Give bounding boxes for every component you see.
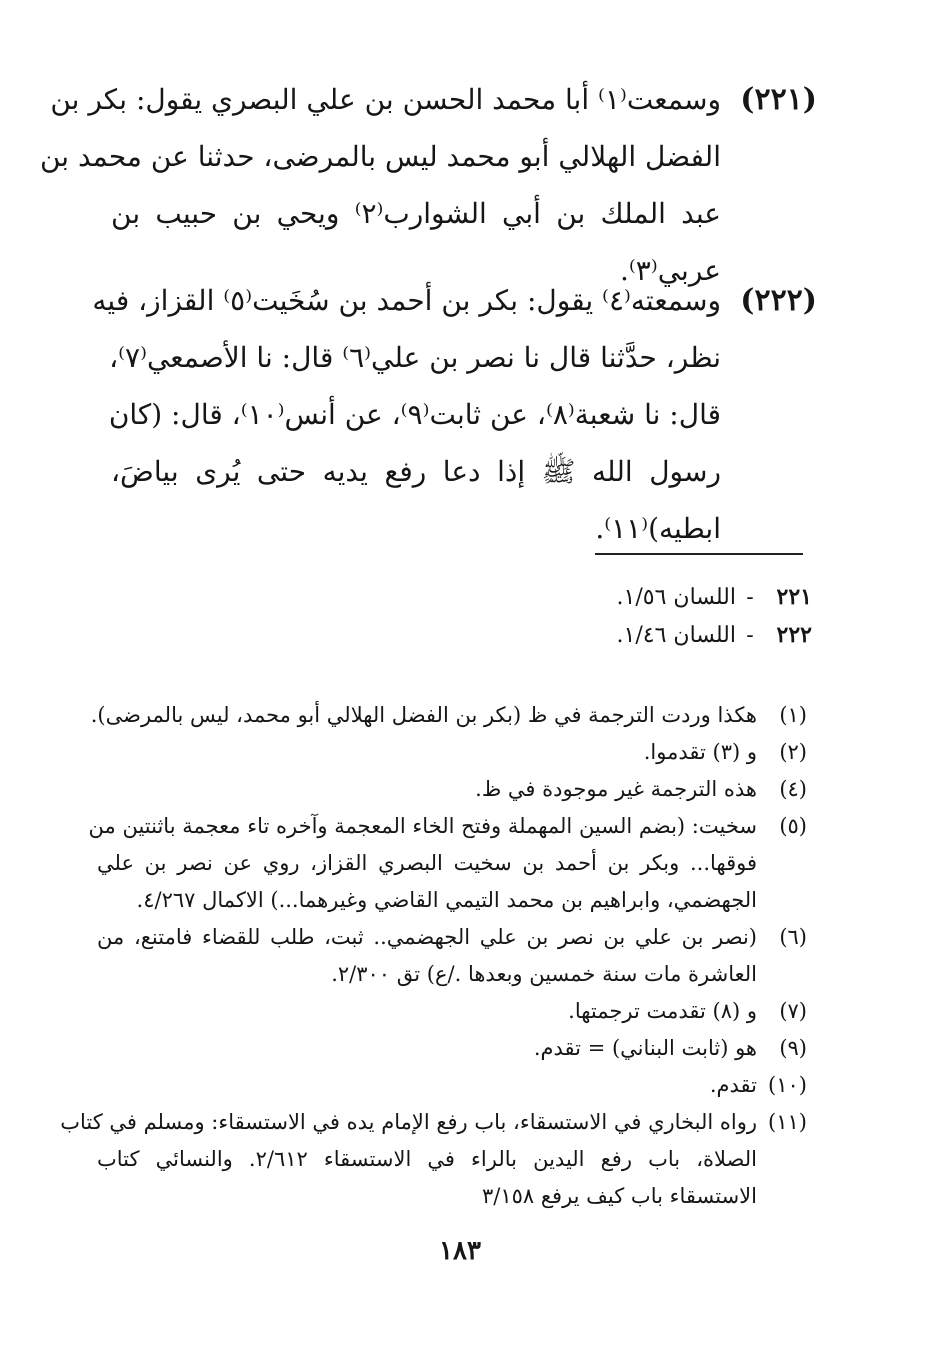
entry-line: نظر، حدَّثنا قال نا نصر بن علي⁽٦⁾ قال: نا الأصمعي⁽٧⁾، xyxy=(109,341,721,374)
footnote-line: تقدم. xyxy=(709,1073,757,1097)
footnote-number: (١٠) xyxy=(768,1073,807,1097)
source-text: اللسان ١/٥٦. xyxy=(616,585,736,610)
footnote xyxy=(88,808,807,919)
footnote-line: سخيت: (بضم السين المهملة وفتح الخاء المعجمة وآخره تاء معجمة باثنتين من xyxy=(88,814,757,838)
footnote xyxy=(97,734,807,771)
footnote-line: رواه البخاري في الاستسقاء، باب رفع الإمام يده في الاستسقاء: ومسلم في كتاب xyxy=(60,1110,757,1134)
footnote xyxy=(97,993,807,1030)
entry-line: قال: نا شعبة⁽٨⁾، عن ثابت⁽٩⁾، عن أنس⁽١٠⁾، قال: (كان xyxy=(108,398,721,431)
footnote-number: (٩) xyxy=(779,1036,807,1060)
entry-line: الفضل الهلالي أبو محمد ليس بالمرضى، حدثنا عن محمد بن xyxy=(39,140,721,173)
footnote-line: هكذا وردت الترجمة في ظ (بكر بن الفضل الهلالي أبو محمد، ليس بالمرضى). xyxy=(90,703,757,727)
footnote xyxy=(97,1067,807,1104)
divider-rule xyxy=(595,553,803,555)
source-item xyxy=(412,616,812,654)
footnote-line: (نصر بن علي بن نصر بن علي الجهضمي.. ثبت، طلب للقضاء فامتنع، من xyxy=(97,925,757,949)
footnote xyxy=(97,1030,807,1067)
footnote-line: و (٨) تقدمت ترجمتها. xyxy=(568,999,757,1023)
source-item xyxy=(412,578,812,616)
source-number: ٢٢١ xyxy=(776,584,812,610)
footnote-line: الاستسقاء باب كيف يرفع ٣/١٥٨ xyxy=(481,1184,757,1208)
source-text: اللسان ١/٤٦. xyxy=(616,623,736,648)
footnote-number: (٢) xyxy=(779,740,807,764)
entry-line: عربي⁽٣⁾. xyxy=(620,254,721,287)
entry-line: وسمعته⁽٤⁾ يقول: بكر بن أحمد بن سُخَيت⁽٥⁾ القزاز، فيه xyxy=(92,284,721,317)
footnote-line: هذه الترجمة غير موجودة في ظ. xyxy=(475,777,757,801)
entry-line: رسول الله ﷺ إذا دعا رفع يديه حتى يُرى بياضَ، xyxy=(111,455,721,488)
footnote-number: (٤) xyxy=(779,777,807,801)
footnote-number: (٥) xyxy=(779,814,807,838)
footnote-line: فوقها... وبكر بن أحمد بن سخيت البصري القزاز، روي عن نصر بن علي xyxy=(97,851,757,875)
page-number: ١٨٣ xyxy=(439,1236,481,1266)
footnote-number: (٦) xyxy=(779,925,807,949)
entry-number: (٢٢٢) xyxy=(740,283,817,318)
footnote xyxy=(90,697,807,734)
source-list xyxy=(412,578,812,654)
source-dash: - xyxy=(746,623,754,648)
footnote xyxy=(60,1104,807,1215)
source-dash: - xyxy=(746,585,754,610)
footnote-line: هو (ثابت البناني) = تقدم. xyxy=(533,1036,757,1060)
footnote-line: الجهضمي، وابراهيم بن محمد التيمي القاضي وغيرهما...) الاكمال ٤/٢٦٧. xyxy=(136,888,757,912)
footnote-number: (١) xyxy=(779,703,807,727)
footnotes xyxy=(60,697,807,1215)
footnote xyxy=(97,771,807,808)
footnote-line: و (٣) تقدموا. xyxy=(643,740,757,764)
source-number: ٢٢٢ xyxy=(776,622,812,648)
entry-number: (٢٢١) xyxy=(740,82,817,117)
footnote-number: (١١) xyxy=(768,1110,807,1134)
footnote xyxy=(97,919,807,993)
footnote-number: (٧) xyxy=(779,999,807,1023)
footnote-line: الصلاة، باب رفع اليدين بالراء في الاستسقاء ٢/٦١٢. والنسائي كتاب xyxy=(97,1147,757,1171)
entry-line: ابطيه)⁽١١⁾. xyxy=(595,512,721,545)
entry-line: عبد الملك بن أبي الشوارب⁽٢⁾ ويحي بن حبيب بن xyxy=(111,197,721,230)
entry-line: وسمعت⁽١⁾ أبا محمد الحسن بن علي البصري يقول: بكر بن xyxy=(50,83,721,116)
footnote-line: العاشرة مات سنة خمسين وبعدها ./ع) تق ٢/٣٠٠. xyxy=(331,962,757,986)
